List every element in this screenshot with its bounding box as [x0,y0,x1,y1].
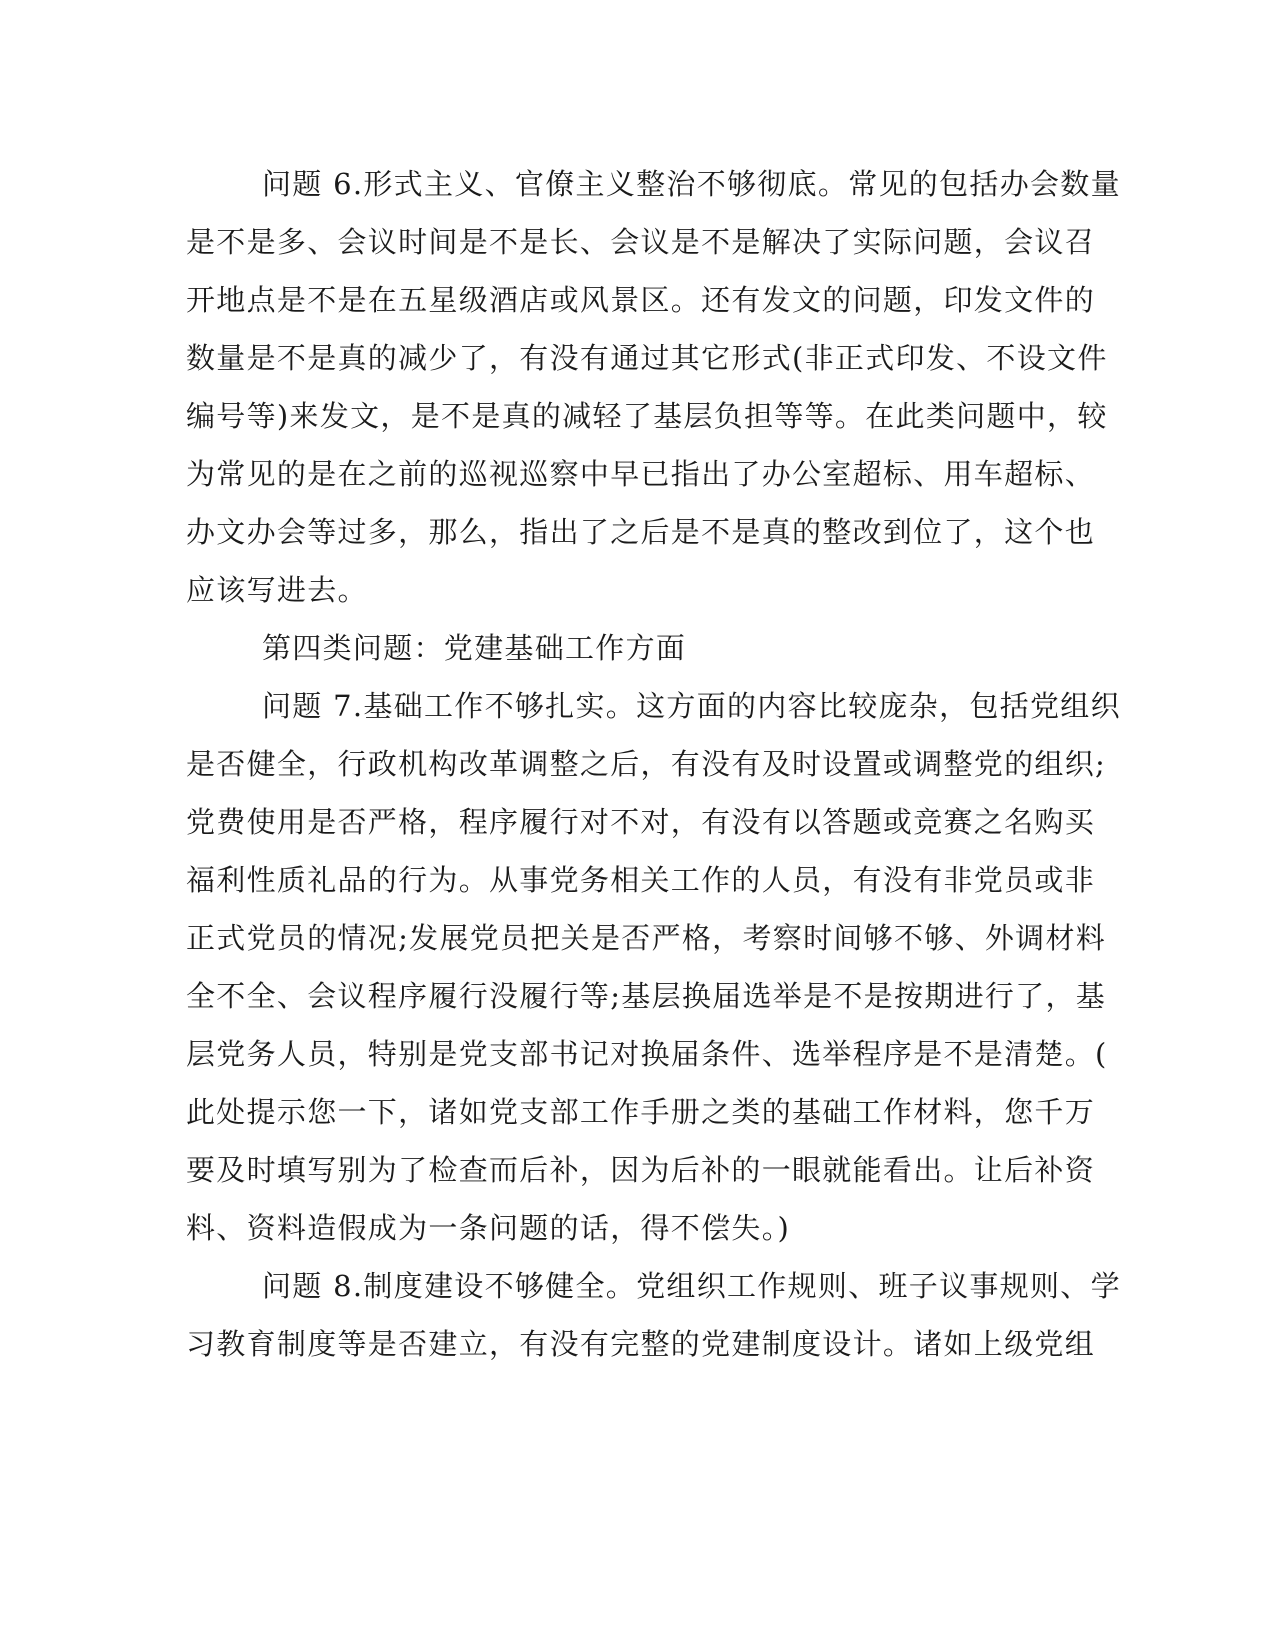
paragraph-line: 应该写进去。 [186,573,368,607]
section-heading: 第四类问题：党建基础工作方面 [262,631,687,665]
paragraph-line: 为常见的是在之前的巡视巡察中早已指出了办公室超标、用车超标、 [186,457,1096,491]
paragraph-line: 党费使用是否严格，程序履行对不对，有没有以答题或竞赛之名购买 [186,805,1096,839]
paragraph-line: 数量是不是真的减少了，有没有通过其它形式(非正式印发、不设文件 [186,341,1108,375]
paragraph-line: 福利性质礼品的行为。从事党务相关工作的人员，有没有非党员或非 [186,863,1096,897]
paragraph-line: 问题 6.形式主义、官僚主义整治不够彻底。常见的包括办会数量 [262,167,1121,201]
paragraph-line: 全不全、会议程序履行没履行等;基层换届选举是不是按期进行了，基 [186,979,1107,1013]
paragraph-line: 此处提示您一下，诸如党支部工作手册之类的基础工作材料，您千万 [186,1095,1096,1129]
paragraph-line: 要及时填写别为了检查而后补，因为后补的一眼就能看出。让后补资 [186,1153,1096,1187]
paragraph-line: 办文办会等过多，那么，指出了之后是不是真的整改到位了，这个也 [186,515,1096,549]
paragraph-line: 是否健全，行政机构改革调整之后，有没有及时设置或调整党的组织; [186,747,1107,781]
paragraph-line: 问题 7.基础工作不够扎实。这方面的内容比较庞杂，包括党组织 [262,689,1121,723]
paragraph-line: 习教育制度等是否建立，有没有完整的党建制度设计。诸如上级党组 [186,1327,1096,1361]
paragraph-line: 编号等)来发文，是不是真的减轻了基层负担等等。在此类问题中，较 [186,399,1108,433]
paragraph-line: 开地点是不是在五星级酒店或风景区。还有发文的问题，印发文件的 [186,283,1096,317]
paragraph-line: 正式党员的情况;发展党员把关是否严格，考察时间够不够、外调材料 [186,921,1107,955]
paragraph-line: 层党务人员，特别是党支部书记对换届条件、选举程序是不是清楚。( [186,1037,1108,1071]
paragraph-line: 料、资料造假成为一条问题的话，得不偿失。) [186,1211,791,1245]
paragraph-line: 是不是多、会议时间是不是长、会议是不是解决了实际问题，会议召 [186,225,1096,259]
paragraph-line: 问题 8.制度建设不够健全。党组织工作规则、班子议事规则、学 [262,1269,1121,1303]
